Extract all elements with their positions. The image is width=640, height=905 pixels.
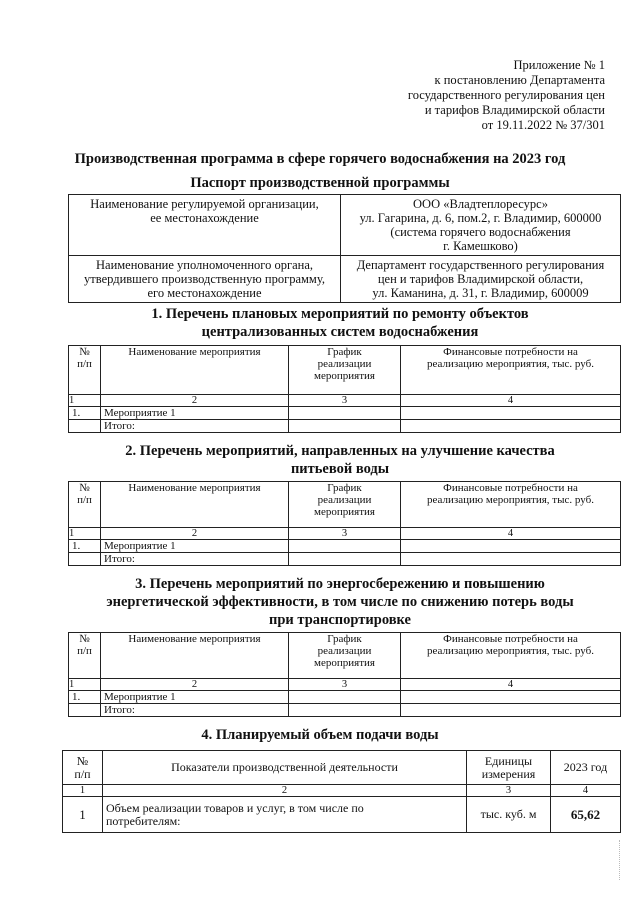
passport-label: [69, 195, 341, 256]
column-number-row: [69, 528, 621, 540]
total-finance: [401, 704, 621, 717]
table-row: [63, 797, 621, 833]
col-num: 4: [551, 785, 621, 797]
document-title: Производственная программа в сфере горячего водоснабжения на 2023 год: [74, 151, 566, 167]
total-schedule: [289, 553, 401, 566]
total-schedule: [289, 420, 401, 433]
col-num: 1: [69, 395, 101, 407]
col-num: 2: [101, 679, 289, 691]
col-num: 4: [401, 679, 621, 691]
header-year: 2023 год: [551, 751, 621, 785]
total-label: Итого:: [101, 553, 289, 566]
value-line: (система горячего водоснабжения: [390, 225, 571, 239]
col-num: 4: [401, 528, 621, 540]
value-line: ООО «Владтеплоресурс»: [413, 197, 548, 211]
header-num: № п/п: [63, 751, 103, 785]
row-finance: [401, 540, 621, 553]
appendix-block: [345, 58, 605, 133]
section-3-title: [60, 575, 620, 629]
header-num: № п/п: [69, 482, 101, 528]
col-num: 2: [101, 528, 289, 540]
table-header-row: [69, 633, 621, 679]
row-name: Мероприятие 1: [101, 540, 289, 553]
label-line: Наименование регулируемой организации,: [90, 197, 319, 211]
section-3-table: [68, 632, 621, 717]
col-num: 1: [69, 528, 101, 540]
row-schedule: [289, 407, 401, 420]
passport-table: [68, 194, 621, 303]
col-num: 3: [289, 395, 401, 407]
title-line: при транспортировке: [269, 612, 411, 628]
appendix-line: государственного регулирования цен: [407, 88, 605, 102]
section-2-title: [60, 442, 620, 478]
passport-value: [341, 195, 621, 256]
passport-row: [69, 195, 621, 256]
label-line: Наименование уполномоченного органа,: [96, 258, 313, 272]
col-num: 2: [101, 395, 289, 407]
total-finance: [401, 420, 621, 433]
table-row: [69, 407, 621, 420]
appendix-line: к постановлению Департамента: [434, 73, 605, 87]
table-row: [69, 540, 621, 553]
total-schedule: [289, 704, 401, 717]
row-num: 1.: [69, 540, 101, 553]
total-row: [69, 553, 621, 566]
section-2-table: [68, 481, 621, 566]
header-name: Наименование мероприятия: [101, 482, 289, 528]
col-num: 3: [289, 528, 401, 540]
header-num: № п/п: [69, 346, 101, 395]
title-line: 3. Перечень мероприятий по энергосбережению и повышению: [135, 576, 545, 592]
total-label: Итого:: [101, 704, 289, 717]
value-line: ул. Каманина, д. 31, г. Владимир, 600009: [372, 286, 589, 300]
table-header-row: [63, 751, 621, 785]
appendix-line: от 19.11.2022 № 37/301: [481, 118, 605, 132]
column-number-row: [69, 395, 621, 407]
appendix-line: Приложение № 1: [513, 58, 605, 72]
total-row: [69, 420, 621, 433]
row-schedule: [289, 691, 401, 704]
header-finance: Финансовые потребности на реализацию мероприятия, тыс. руб.: [401, 482, 621, 528]
header-num: № п/п: [69, 633, 101, 679]
header-finance: Финансовые потребности на реализацию мероприятия, тыс. руб.: [401, 346, 621, 395]
header-schedule: График реализации мероприятия: [289, 633, 401, 679]
passport-label: [69, 256, 341, 303]
table-header-row: [69, 346, 621, 395]
value-line: г. Камешково): [443, 239, 518, 253]
value-line: ул. Гагарина, д. 6, пом.2, г. Владимир, 600000: [359, 211, 602, 225]
volume-table: [62, 750, 621, 833]
total-num: [69, 420, 101, 433]
total-label: Итого:: [101, 420, 289, 433]
row-schedule: [289, 540, 401, 553]
label-line: ее местонахождение: [150, 211, 259, 225]
passport-row: [69, 256, 621, 303]
appendix-line: и тарифов Владимирской области: [424, 103, 605, 117]
header-name: Наименование мероприятия: [101, 633, 289, 679]
title-line: 2. Перечень мероприятий, направленных на улучшение качества: [125, 443, 555, 459]
passport-value: [341, 256, 621, 303]
row-num: 1.: [69, 407, 101, 420]
total-num: [69, 704, 101, 717]
row-name: Мероприятие 1: [101, 407, 289, 420]
row-value: 65,62: [551, 797, 621, 833]
col-num: 1: [63, 785, 103, 797]
header-units: Единицы измерения: [467, 751, 551, 785]
title-line: централизованных систем водоснабжения: [201, 324, 479, 340]
col-num: 3: [289, 679, 401, 691]
row-num: 1: [63, 797, 103, 833]
row-name: Мероприятие 1: [101, 691, 289, 704]
scan-edge-mark: [619, 840, 622, 880]
total-row: [69, 704, 621, 717]
header-schedule: График реализации мероприятия: [289, 482, 401, 528]
col-num: 4: [401, 395, 621, 407]
header-schedule: График реализации мероприятия: [289, 346, 401, 395]
col-num: 3: [467, 785, 551, 797]
header-finance: Финансовые потребности на реализацию мероприятия, тыс. руб.: [401, 633, 621, 679]
title-line: питьевой воды: [290, 461, 390, 477]
total-finance: [401, 553, 621, 566]
row-indicator: Объем реализации товаров и услуг, в том числе по потребителям:: [103, 797, 467, 833]
col-num: 1: [69, 679, 101, 691]
header-name: Наименование мероприятия: [101, 346, 289, 395]
section-4-title: 4. Планируемый объем подачи воды: [201, 727, 439, 743]
row-units: тыс. куб. м: [467, 797, 551, 833]
column-number-row: [69, 679, 621, 691]
table-header-row: [69, 482, 621, 528]
label-line: утвердившего производственную программу,: [84, 272, 325, 286]
table-row: [69, 691, 621, 704]
header-indicator: Показатели производственной деятельности: [103, 751, 467, 785]
label-line: его местонахождение: [147, 286, 262, 300]
section-1-title: [60, 305, 620, 341]
row-num: 1.: [69, 691, 101, 704]
row-finance: [401, 691, 621, 704]
value-line: цен и тарифов Владимирской области,: [377, 272, 584, 286]
passport-title: Паспорт производственной программы: [190, 175, 450, 191]
title-line: энергетической эффективности, в том числе по снижению потерь воды: [106, 594, 574, 610]
col-num: 2: [103, 785, 467, 797]
column-number-row: [63, 785, 621, 797]
value-line: Департамент государственного регулирования: [356, 258, 605, 272]
row-finance: [401, 407, 621, 420]
title-line: 1. Перечень плановых мероприятий по ремонту объектов: [151, 306, 529, 322]
total-num: [69, 553, 101, 566]
section-1-table: [68, 345, 621, 433]
